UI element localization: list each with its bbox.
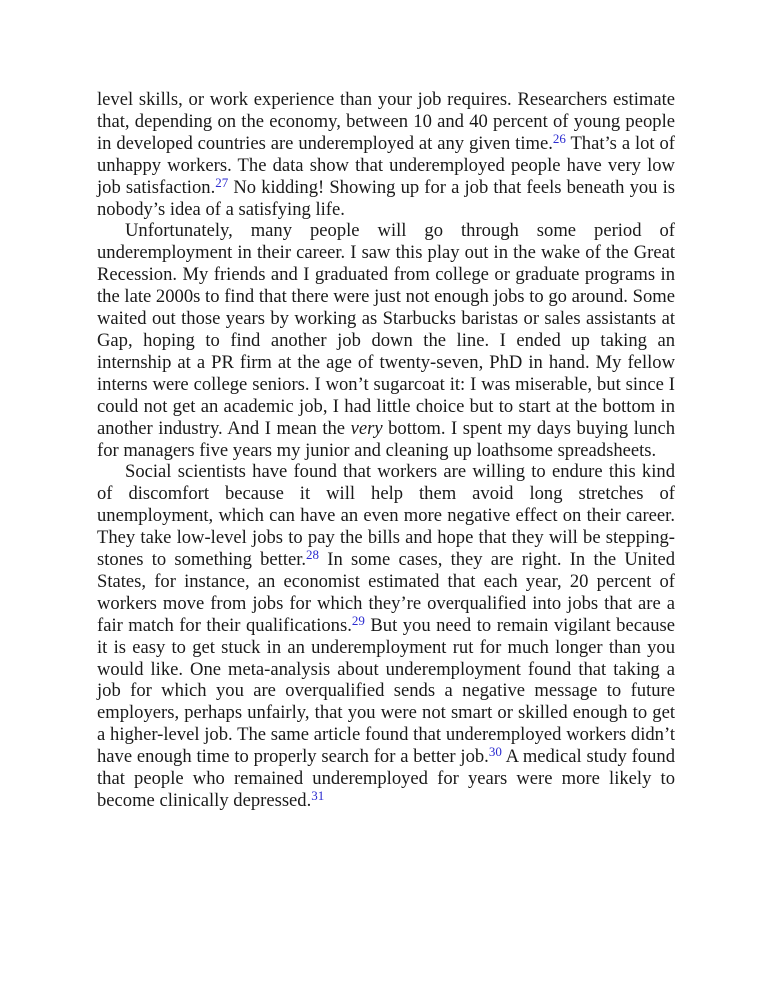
emphasis-text: very: [350, 417, 383, 439]
footnote-ref-28[interactable]: 28: [306, 547, 320, 563]
footnote-ref-31[interactable]: 31: [311, 788, 325, 803]
paragraph-1: [97, 89, 675, 220]
text-run: bottom. I spent my days buying lunch for managers five years my junior and cleaning up loathsome spreadsheets.: [97, 417, 675, 461]
text-run: Social scientists have found that workers are willing to endure this kind of discomfort because it will help them avoid long stretches of unemployment, which can have an even more negative effect on their career. They take low-level jobs to pay the bills and hope that they will be stepping-stones to something better.: [97, 461, 675, 571]
paragraph-2: [97, 220, 675, 461]
footnote-ref-29[interactable]: 29: [351, 612, 365, 628]
text-run: A medical study found that people who remained underemployed for years were more likely to become clinically depressed.: [97, 746, 675, 811]
text-run: Unfortunately, many people will go through some period of underemployment in their career. I saw this play out in the wake of the Great Recession. My friends and I graduated from college or graduate programs in the late 2000s to find that there were just not enough jobs to go around. Some waited out those years by working as Starbucks baristas or sales assistants at Gap, hoping to find another job down the line. I ended up taking an internship at a PR firm at the age of twenty-seven, PhD in hand. My fellow interns were college seniors. I won’t sugarcoat it: I was miserable, but since I could not get an academic job, I had little choice but to start at the bottom in another industry. And I mean the: [97, 220, 675, 439]
footnote-ref-26[interactable]: 26: [552, 130, 566, 146]
footnote-ref-30[interactable]: 30: [488, 744, 502, 760]
page-body: [97, 89, 675, 812]
footnote-ref-27[interactable]: 27: [215, 174, 229, 190]
paragraph-3: [97, 461, 675, 812]
text-run: In some cases, they are right. In the United States, for instance, an economist estimated that each year, 20 percent of workers move from jobs for which they’re overqualified into jobs that are a fair match for their qualifications.: [97, 549, 675, 636]
text-run: But you need to remain vigilant because it is easy to get stuck in an underemployment rut for much longer than you would like. One meta-analysis about underemployment found that taking a job for which you are overqualified sends a negative message to future employers, perhaps unfairly, that you were not smart or skilled enough to get a higher-level job. The same article found that underemployed workers didn’t have enough time to properly search for a better job.: [97, 614, 675, 768]
text-run: That’s a lot of unhappy workers. The data show that underemployed people have very low job satisfaction.: [97, 132, 675, 198]
text-run: No kidding! Showing up for a job that feels beneath you is nobody’s idea of a satisfying life.: [97, 176, 675, 220]
text-run: level skills, or work experience than your job requires. Researchers estimate that, depending on the economy, between 10 and 40 percent of young people in developed countries are underemployed at any given time.: [97, 89, 675, 154]
